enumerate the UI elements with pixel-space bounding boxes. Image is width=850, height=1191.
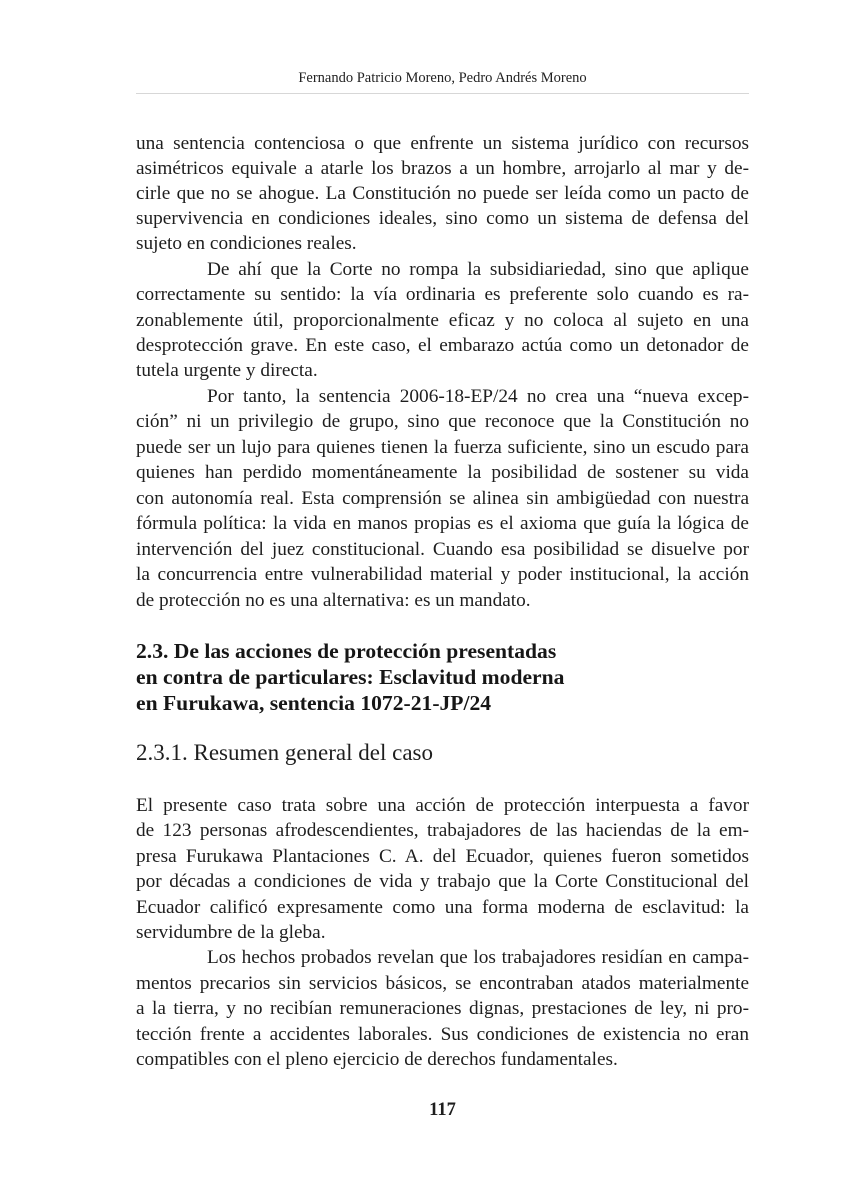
paragraph-line: la concurrencia entre vulnerabilidad material y poder institucional, la acción [136,564,749,585]
paragraph-line: de 123 personas afrodescendientes, trabajadores de las haciendas de la em- [136,820,749,841]
paragraph-line: De ahí que la Corte no rompa la subsidiariedad, sino que aplique [207,259,749,280]
paragraph-line: a la tierra, y no recibían remuneraciones dignas, prestaciones de ley, ni pro- [136,998,749,1019]
paragraph-line: correctamente su sentido: la vía ordinaria es preferente solo cuando es ra- [136,284,749,305]
page-number: 117 [429,1100,456,1120]
paragraph-line: Por tanto, la sentencia 2006-18-EP/24 no crea una “nueva excep- [207,386,749,407]
paragraph-line: ción” ni un privilegio de grupo, sino que reconoce que la Constitución no [136,411,749,432]
paragraph-line: asimétricos equivale a atarle los brazos a un hombre, arrojarlo al mar y de- [136,158,749,179]
paragraph-line: intervención del juez constitucional. Cuando esa posibilidad se disuelve por [136,539,749,560]
paragraph-line: zonablemente útil, proporcionalmente eficaz y no coloca al sujeto en una [136,310,749,331]
paragraph-line: supervivencia en condiciones ideales, sino como un sistema de defensa del [136,208,749,229]
paragraph-line: El presente caso trata sobre una acción de protección interpuesta a favor [136,795,749,816]
paragraph-line: Los hechos probados revelan que los trabajadores residían en campa- [207,947,749,968]
paragraph-line: sujeto en condiciones reales. [136,233,357,254]
paragraph-line: desprotección grave. En este caso, el embarazo actúa como un detonador de [136,335,749,356]
paragraph-line: servidumbre de la gleba. [136,922,326,943]
paragraph-line: puede ser un lujo para quienes tienen la fuerza suficiente, sino un escudo para [136,437,749,458]
paragraph-line: quienes han perdido momentáneamente la posibilidad de sostener su vida [136,462,749,483]
section-heading: 2.3. De las acciones de protección presentadas [136,639,557,663]
paragraph-line: fórmula política: la vida en manos propias es el axioma que guía la lógica de [136,513,749,534]
paragraph-line: de protección no es una alternativa: es un mandato. [136,590,531,611]
paragraph-line: con autonomía real. Esta comprensión se alinea sin ambigüedad con nuestra [136,488,749,509]
paragraph-line: presa Furukawa Plantaciones C. A. del Ecuador, quienes fueron sometidos [136,846,749,867]
header-rule [136,93,749,94]
subsection-heading: 2.3.1. Resumen general del caso [136,740,433,765]
paragraph-line: por décadas a condiciones de vida y trabajo que la Corte Constitucional del [136,871,749,892]
paragraph-line: tutela urgente y directa. [136,360,318,381]
paragraph-line: mentos precarios sin servicios básicos, se encontraban atados materialmente [136,973,749,994]
running-header: Fernando Patricio Moreno, Pedro Andrés Moreno [298,70,587,86]
paragraph-line: compatibles con el pleno ejercicio de derechos fundamentales. [136,1049,618,1070]
section-heading: en contra de particulares: Esclavitud moderna [136,665,565,689]
paragraph-line: Ecuador calificó expresamente como una forma moderna de esclavitud: la [136,897,749,918]
paragraph-line: una sentencia contenciosa o que enfrente un sistema jurídico con recursos [136,133,749,154]
paragraph-line: cirle que no se ahogue. La Constitución no puede ser leída como un pacto de [136,183,749,204]
section-heading: en Furukawa, sentencia 1072-21-JP/24 [136,691,492,715]
paragraph-line: tección frente a accidentes laborales. Sus condiciones de existencia no eran [136,1024,749,1045]
